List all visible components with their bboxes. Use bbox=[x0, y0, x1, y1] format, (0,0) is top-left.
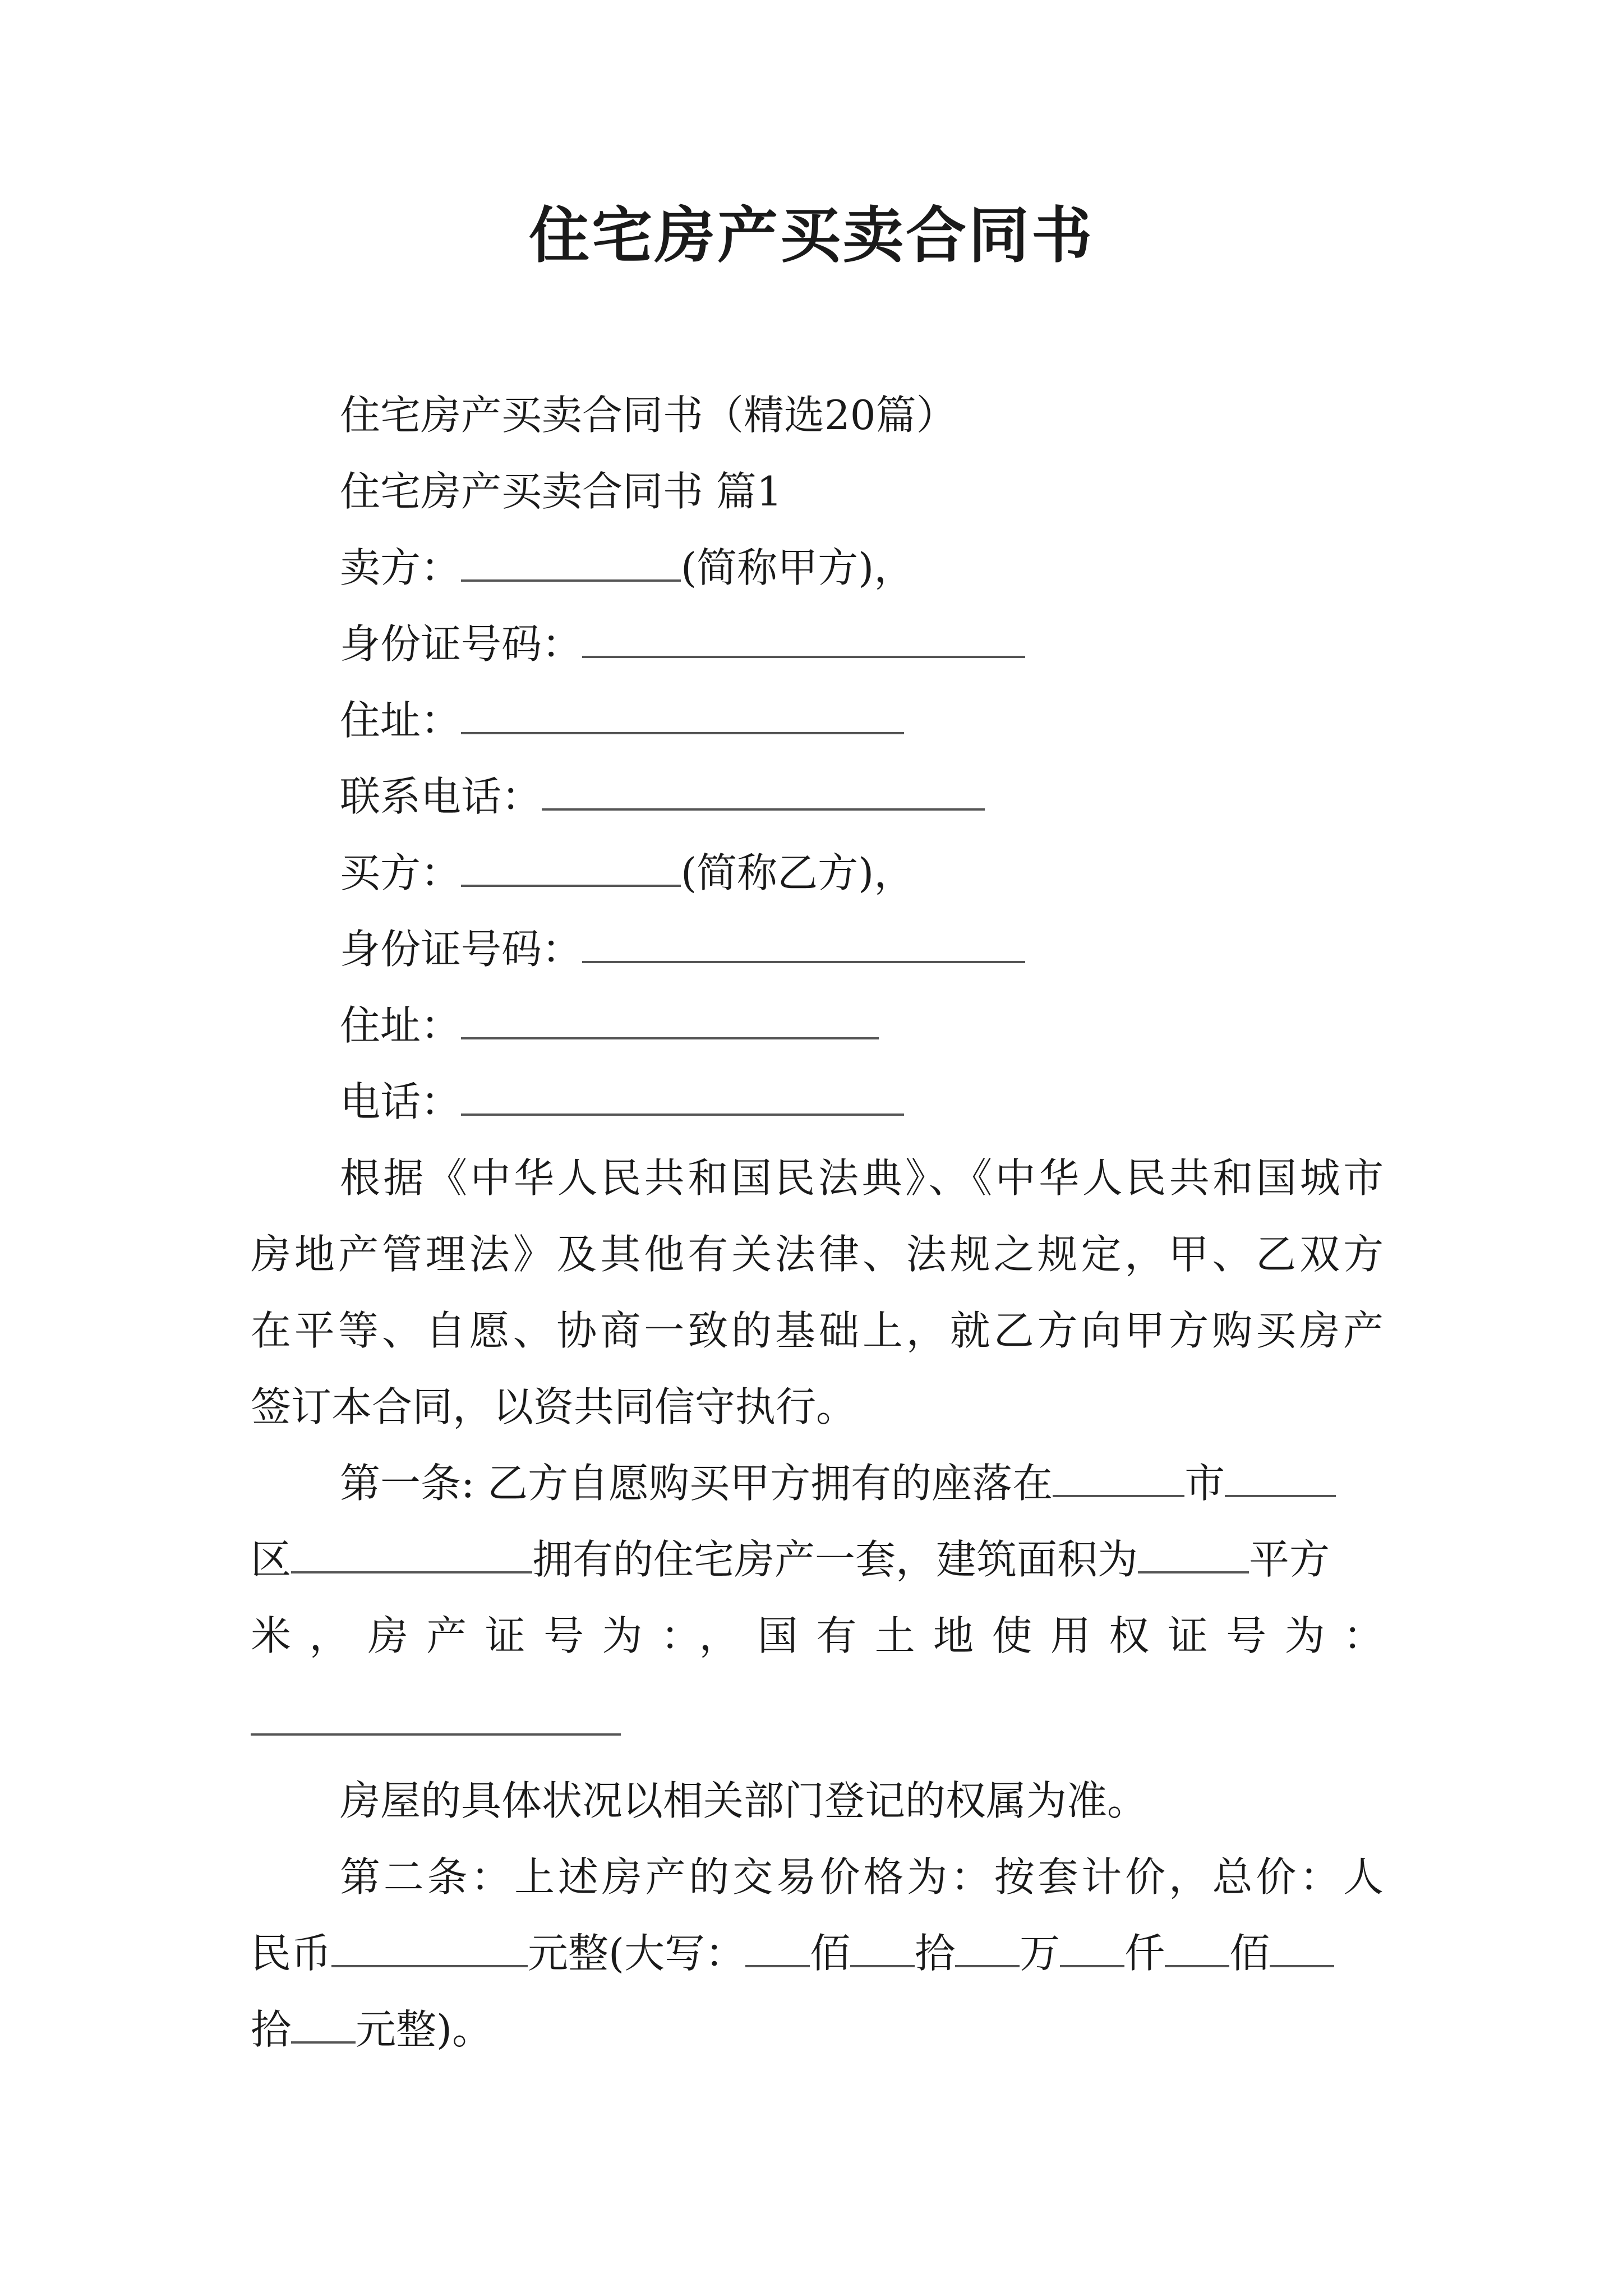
article1-text-b: 市 bbox=[1184, 1460, 1225, 1507]
seller-id-line bbox=[340, 616, 1025, 672]
article2-text-a: 民币 bbox=[251, 1930, 332, 1977]
buyer-line bbox=[340, 845, 914, 901]
article2-text-b: 元整(大写： bbox=[528, 1930, 746, 1977]
seller-phone-line bbox=[340, 769, 985, 825]
buyer-phone-line bbox=[340, 1074, 904, 1130]
article2-price-blank bbox=[331, 1932, 528, 1967]
land-certificate-blank bbox=[251, 1733, 621, 1736]
article2-bai2-blank bbox=[1165, 1932, 1229, 1967]
article2-text-h: 拾 bbox=[251, 2006, 292, 2053]
article2-yuan-blank bbox=[291, 2009, 356, 2044]
article2-text-f: 仟 bbox=[1124, 1930, 1165, 1977]
article2-qian-blank bbox=[1060, 1932, 1124, 1967]
article1-text-d: 拥有的住宅房产一套，建筑面积为 bbox=[532, 1536, 1138, 1583]
seller-id-blank bbox=[582, 623, 1025, 658]
seller-phone-label: 联系电话： bbox=[340, 773, 542, 820]
article2-text-e: 万 bbox=[1020, 1930, 1061, 1977]
buyer-label: 买方： bbox=[340, 849, 462, 896]
article1-text-e: 平方 bbox=[1249, 1536, 1330, 1583]
seller-address-line bbox=[340, 692, 904, 748]
article2-text-i: 元整)。 bbox=[356, 2006, 493, 2053]
buyer-name-blank bbox=[461, 852, 681, 887]
buyer-phone-blank bbox=[461, 1081, 904, 1116]
article1-note: 房屋的具体状况以相关部门登记的权属为准。 bbox=[340, 1777, 1148, 1824]
article1-city-blank bbox=[1053, 1462, 1184, 1497]
buyer-id-blank bbox=[582, 928, 1025, 963]
article2-shi2-blank bbox=[1270, 1932, 1334, 1967]
buyer-id-label: 身份证号码： bbox=[340, 926, 583, 973]
article1-text-a: 第一条: 乙方自愿购买甲方拥有的座落在 bbox=[340, 1460, 1053, 1507]
section-heading: 住宅房产买卖合同书 篇1 bbox=[340, 468, 782, 515]
article1-text-c: 区 bbox=[251, 1536, 292, 1583]
article1-line-2 bbox=[251, 1531, 1330, 1588]
preamble-line-2: 房地产管理法》及其他有关法律、法规之规定，甲、乙双方 bbox=[251, 1231, 1384, 1278]
seller-line bbox=[340, 540, 914, 596]
article2-line-1: 第二条：上述房产的交易价格为：按套计价，总价：人 bbox=[340, 1853, 1384, 1901]
article2-text-g: 佰 bbox=[1229, 1930, 1270, 1977]
article2-text-c: 佰 bbox=[810, 1930, 851, 1977]
seller-id-label: 身份证号码： bbox=[340, 620, 583, 668]
seller-label: 卖方： bbox=[340, 544, 462, 591]
article1-line-3: 米，房产证号为：，国有土地使用权证号为： bbox=[251, 1612, 1384, 1659]
buyer-phone-label: 电话： bbox=[340, 1078, 462, 1125]
article1-location-blank bbox=[291, 1539, 532, 1573]
preamble-line-4: 签订本合同，以资共同信守执行。 bbox=[251, 1383, 857, 1430]
preamble-line-3: 在平等、自愿、协商一致的基础上，就乙方向甲方购买房产 bbox=[251, 1307, 1384, 1354]
article2-bai-blank bbox=[745, 1932, 810, 1967]
buyer-note: (简称乙方)， bbox=[681, 849, 915, 896]
article2-line-3 bbox=[251, 2001, 492, 2058]
subtitle: 住宅房产买卖合同书（精选20篇） bbox=[340, 392, 957, 439]
seller-address-blank bbox=[461, 700, 904, 734]
article1-area-blank bbox=[1138, 1539, 1249, 1573]
article2-wan-blank bbox=[955, 1932, 1020, 1967]
seller-note: (简称甲方)， bbox=[681, 544, 915, 591]
seller-phone-blank bbox=[542, 776, 985, 811]
preamble-line-1: 根据《中华人民共和国民法典》、《中华人民共和国城市 bbox=[340, 1154, 1384, 1202]
seller-address-label: 住址： bbox=[340, 697, 462, 744]
article2-shi-blank bbox=[850, 1932, 915, 1967]
article2-text-d: 拾 bbox=[915, 1930, 956, 1977]
article1-line-1 bbox=[340, 1455, 1336, 1511]
buyer-address-blank bbox=[461, 1005, 879, 1039]
document-title: 住宅房产买卖合同书 bbox=[528, 200, 1094, 271]
article2-line-2 bbox=[251, 1925, 1334, 1981]
buyer-address-label: 住址： bbox=[340, 1002, 462, 1049]
buyer-address-line bbox=[340, 997, 879, 1053]
seller-name-blank bbox=[461, 547, 681, 582]
article1-district-blank bbox=[1225, 1462, 1336, 1497]
buyer-id-line bbox=[340, 921, 1025, 977]
